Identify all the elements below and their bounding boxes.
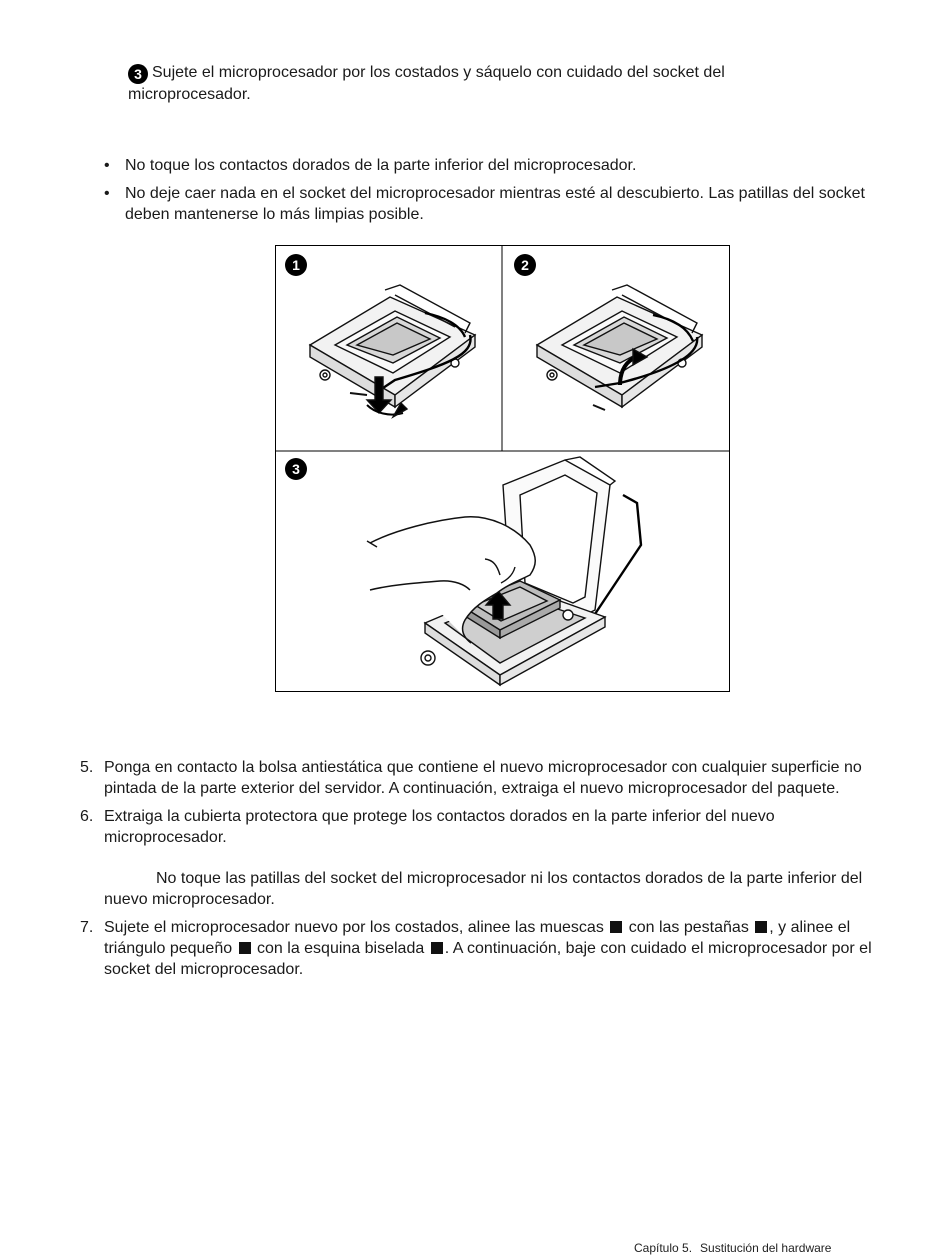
- figure-illustration: [275, 245, 730, 692]
- page-footer: [634, 1240, 831, 1256]
- step-3-instruction: [128, 62, 828, 105]
- list-item: [80, 757, 900, 799]
- caution-list: [104, 155, 884, 232]
- panel-2-number: 2: [521, 257, 529, 273]
- procedure-steps: [80, 757, 900, 987]
- step-7-text-part-5: . A continuación, baje con cuidado el microprocesador por el socket del microprocesador.: [104, 940, 872, 978]
- list-item: [104, 155, 884, 176]
- footer-chapter: Capítulo 5.: [634, 1241, 693, 1255]
- cpu-removal-figure: [275, 245, 730, 692]
- step-5-text: Ponga en contacto la bolsa antiestática que contiene el nuevo microprocesador con cualquier superficie no pintada de la parte exterior del servidor. A continuación, extraiga el nuevo microprocesador del paquete.: [104, 759, 862, 797]
- callout-square-icon: [755, 921, 767, 933]
- bullet-icon: •: [104, 157, 110, 174]
- step-6-note: No toque las patillas del socket del microprocesador ni los contactos dorados de la parte inferior del nuevo microprocesador.: [104, 870, 863, 908]
- list-item: [80, 917, 900, 980]
- step-7-text-part-1: Sujete el microprocesador nuevo por los costados, alinee las muescas: [104, 919, 604, 936]
- panel-2-badge: [514, 254, 536, 276]
- step-6-number: 6.: [80, 808, 94, 825]
- bullet-text: No toque los contactos dorados de la parte inferior del microprocesador.: [125, 157, 637, 174]
- step-5-number: 5.: [80, 759, 94, 776]
- footer-title: Sustitución del hardware: [700, 1241, 832, 1255]
- callout-square-icon: [431, 942, 443, 954]
- list-item: [104, 183, 884, 225]
- step-3-badge: 3: [128, 64, 148, 84]
- panel-1-badge: [285, 254, 307, 276]
- step-7-number: 7.: [80, 919, 94, 936]
- panel-1-number: 1: [292, 257, 300, 273]
- panel-3-number: 3: [292, 461, 300, 477]
- bullet-icon: •: [104, 185, 110, 202]
- step-7-text-part-3: , y alinee el triángulo pequeño: [104, 919, 851, 957]
- step-3-text: Sujete el microprocesador por los costados y sáquelo con cuidado del socket del microprocesador.: [128, 64, 725, 103]
- step-7-text-part-2: con las pestañas: [628, 919, 749, 936]
- callout-square-icon: [610, 921, 622, 933]
- callout-square-icon: [239, 942, 251, 954]
- list-item: [80, 806, 900, 910]
- step-6-text: Extraiga la cubierta protectora que protege los contactos dorados en la parte inferior del nuevo microprocesador.: [104, 808, 775, 846]
- step-7-text-part-4: con la esquina biselada: [257, 940, 425, 957]
- panel-3-badge: [285, 458, 307, 480]
- bullet-text: No deje caer nada en el socket del microprocesador mientras esté al descubierto. Las patillas del socket deben mantenerse lo más limpias posible.: [125, 185, 865, 223]
